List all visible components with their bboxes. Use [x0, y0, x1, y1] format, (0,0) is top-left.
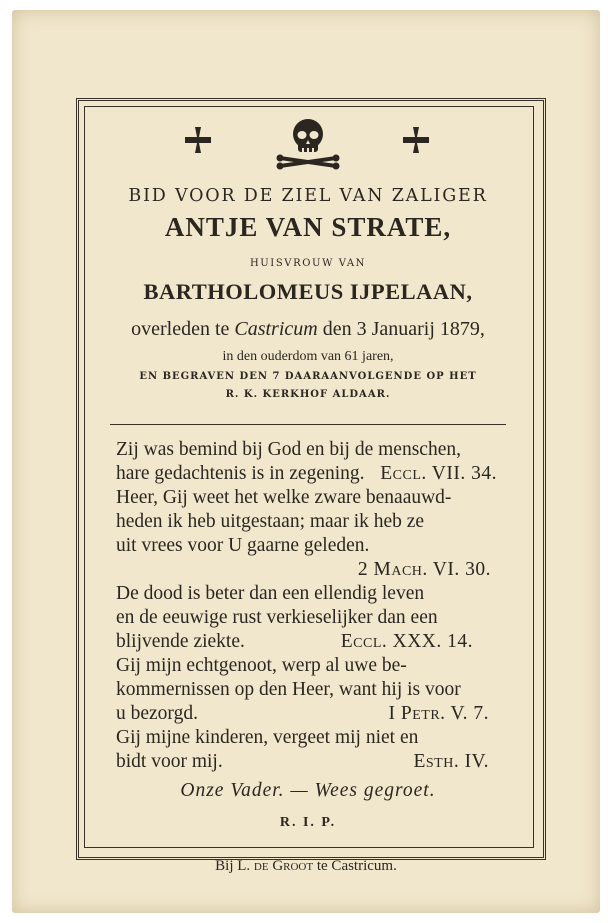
verse-line	[116, 654, 497, 678]
verse-line	[116, 630, 497, 654]
cross-pattee-icon	[402, 126, 430, 154]
verse-text: Zij was bemind bij God en bij de menschen,	[116, 439, 461, 460]
verse-line	[116, 462, 497, 486]
rip-text: R. I. P.	[279, 815, 337, 830]
verse-text: en de eeuwige rust verkieselijker dan een	[116, 607, 438, 628]
verse-text: hare gedachtenis is in zegening.	[116, 463, 365, 484]
printer-suffix: te Castricum.	[313, 858, 397, 874]
verse-2	[116, 486, 497, 582]
divider	[110, 424, 506, 425]
cross-pattee-icon	[184, 126, 212, 154]
death-date: den 3 Januarij 1879,	[317, 318, 485, 340]
verse-line	[116, 582, 497, 606]
death-line	[84, 318, 532, 341]
verse-line	[116, 438, 497, 462]
printer-prefix: Bij L.	[215, 858, 254, 874]
verse-text: u bezorgd.	[116, 703, 198, 724]
verse-1	[116, 438, 497, 486]
verse-text: bidt voor mij.	[116, 751, 223, 772]
verse-text: Gij mijne kinderen, vergeet mij niet en	[116, 727, 419, 748]
verse-line	[116, 510, 497, 534]
verse-5	[116, 726, 497, 774]
skull-crossbones-icon	[276, 116, 340, 172]
death-place: Castricum	[234, 318, 318, 340]
verse-line	[116, 486, 497, 510]
verse-text: kommernissen op den Heer, want hij is voor	[116, 679, 461, 700]
scripture-reference: I Petr. V. 7.	[388, 703, 489, 724]
emblem-row	[84, 116, 532, 172]
verse-text: Gij mijn echtgenoot, werp al uwe be-	[116, 655, 407, 676]
closing-prayer: Onze Vader. — Wees gegroet.	[180, 780, 436, 801]
burial-line: EN BEGRAVEN DEN 7 DAARAANVOLGENDE OP HET	[139, 371, 477, 382]
scripture-reference: Esth. IV.	[413, 751, 489, 772]
scripture-reference: 2 Mach. VI. 30.	[357, 559, 491, 580]
verse-4	[116, 654, 497, 726]
verse-line	[116, 750, 497, 774]
verse-text: blijvende ziekte.	[116, 631, 245, 652]
verse-text: De dood is beter dan een ellendig leven	[116, 583, 425, 604]
death-prefix: overleden te	[131, 318, 235, 340]
verse-line	[116, 702, 497, 726]
verse-text: uit vrees voor U gaarne geleden.	[116, 535, 370, 556]
verse-line	[116, 534, 497, 558]
scripture-reference: Eccl. VII. 34.	[380, 463, 497, 484]
deceased-name: ANTJE VAN STRATE,	[164, 212, 452, 242]
verse-3	[116, 582, 497, 654]
burial-place-line: R. K. KERKHOF ALDAAR.	[225, 389, 391, 400]
scripture-reference: Eccl. XXX. 14.	[340, 631, 473, 652]
printer-imprint	[12, 858, 600, 875]
spouse-label: HUISVROUW VAN	[249, 258, 367, 269]
verse-text: heden ik heb uitgestaan; maar ik heb ze	[116, 511, 425, 532]
printer-name: de Groot	[253, 858, 314, 874]
verse-line	[116, 606, 497, 630]
verse-line	[116, 726, 497, 750]
spouse-name: BARTHOLOMEUS IJPELAAN,	[143, 279, 473, 304]
verse-line	[116, 558, 497, 582]
verse-text: Heer, Gij weet het welke zware benaauwd-	[116, 487, 452, 508]
prayer-heading: BID VOOR DE ZIEL VAN ZALIGER	[128, 186, 488, 206]
age-line: in den ouderdom van 61 jaren,	[222, 349, 394, 364]
verse-line	[116, 678, 497, 702]
